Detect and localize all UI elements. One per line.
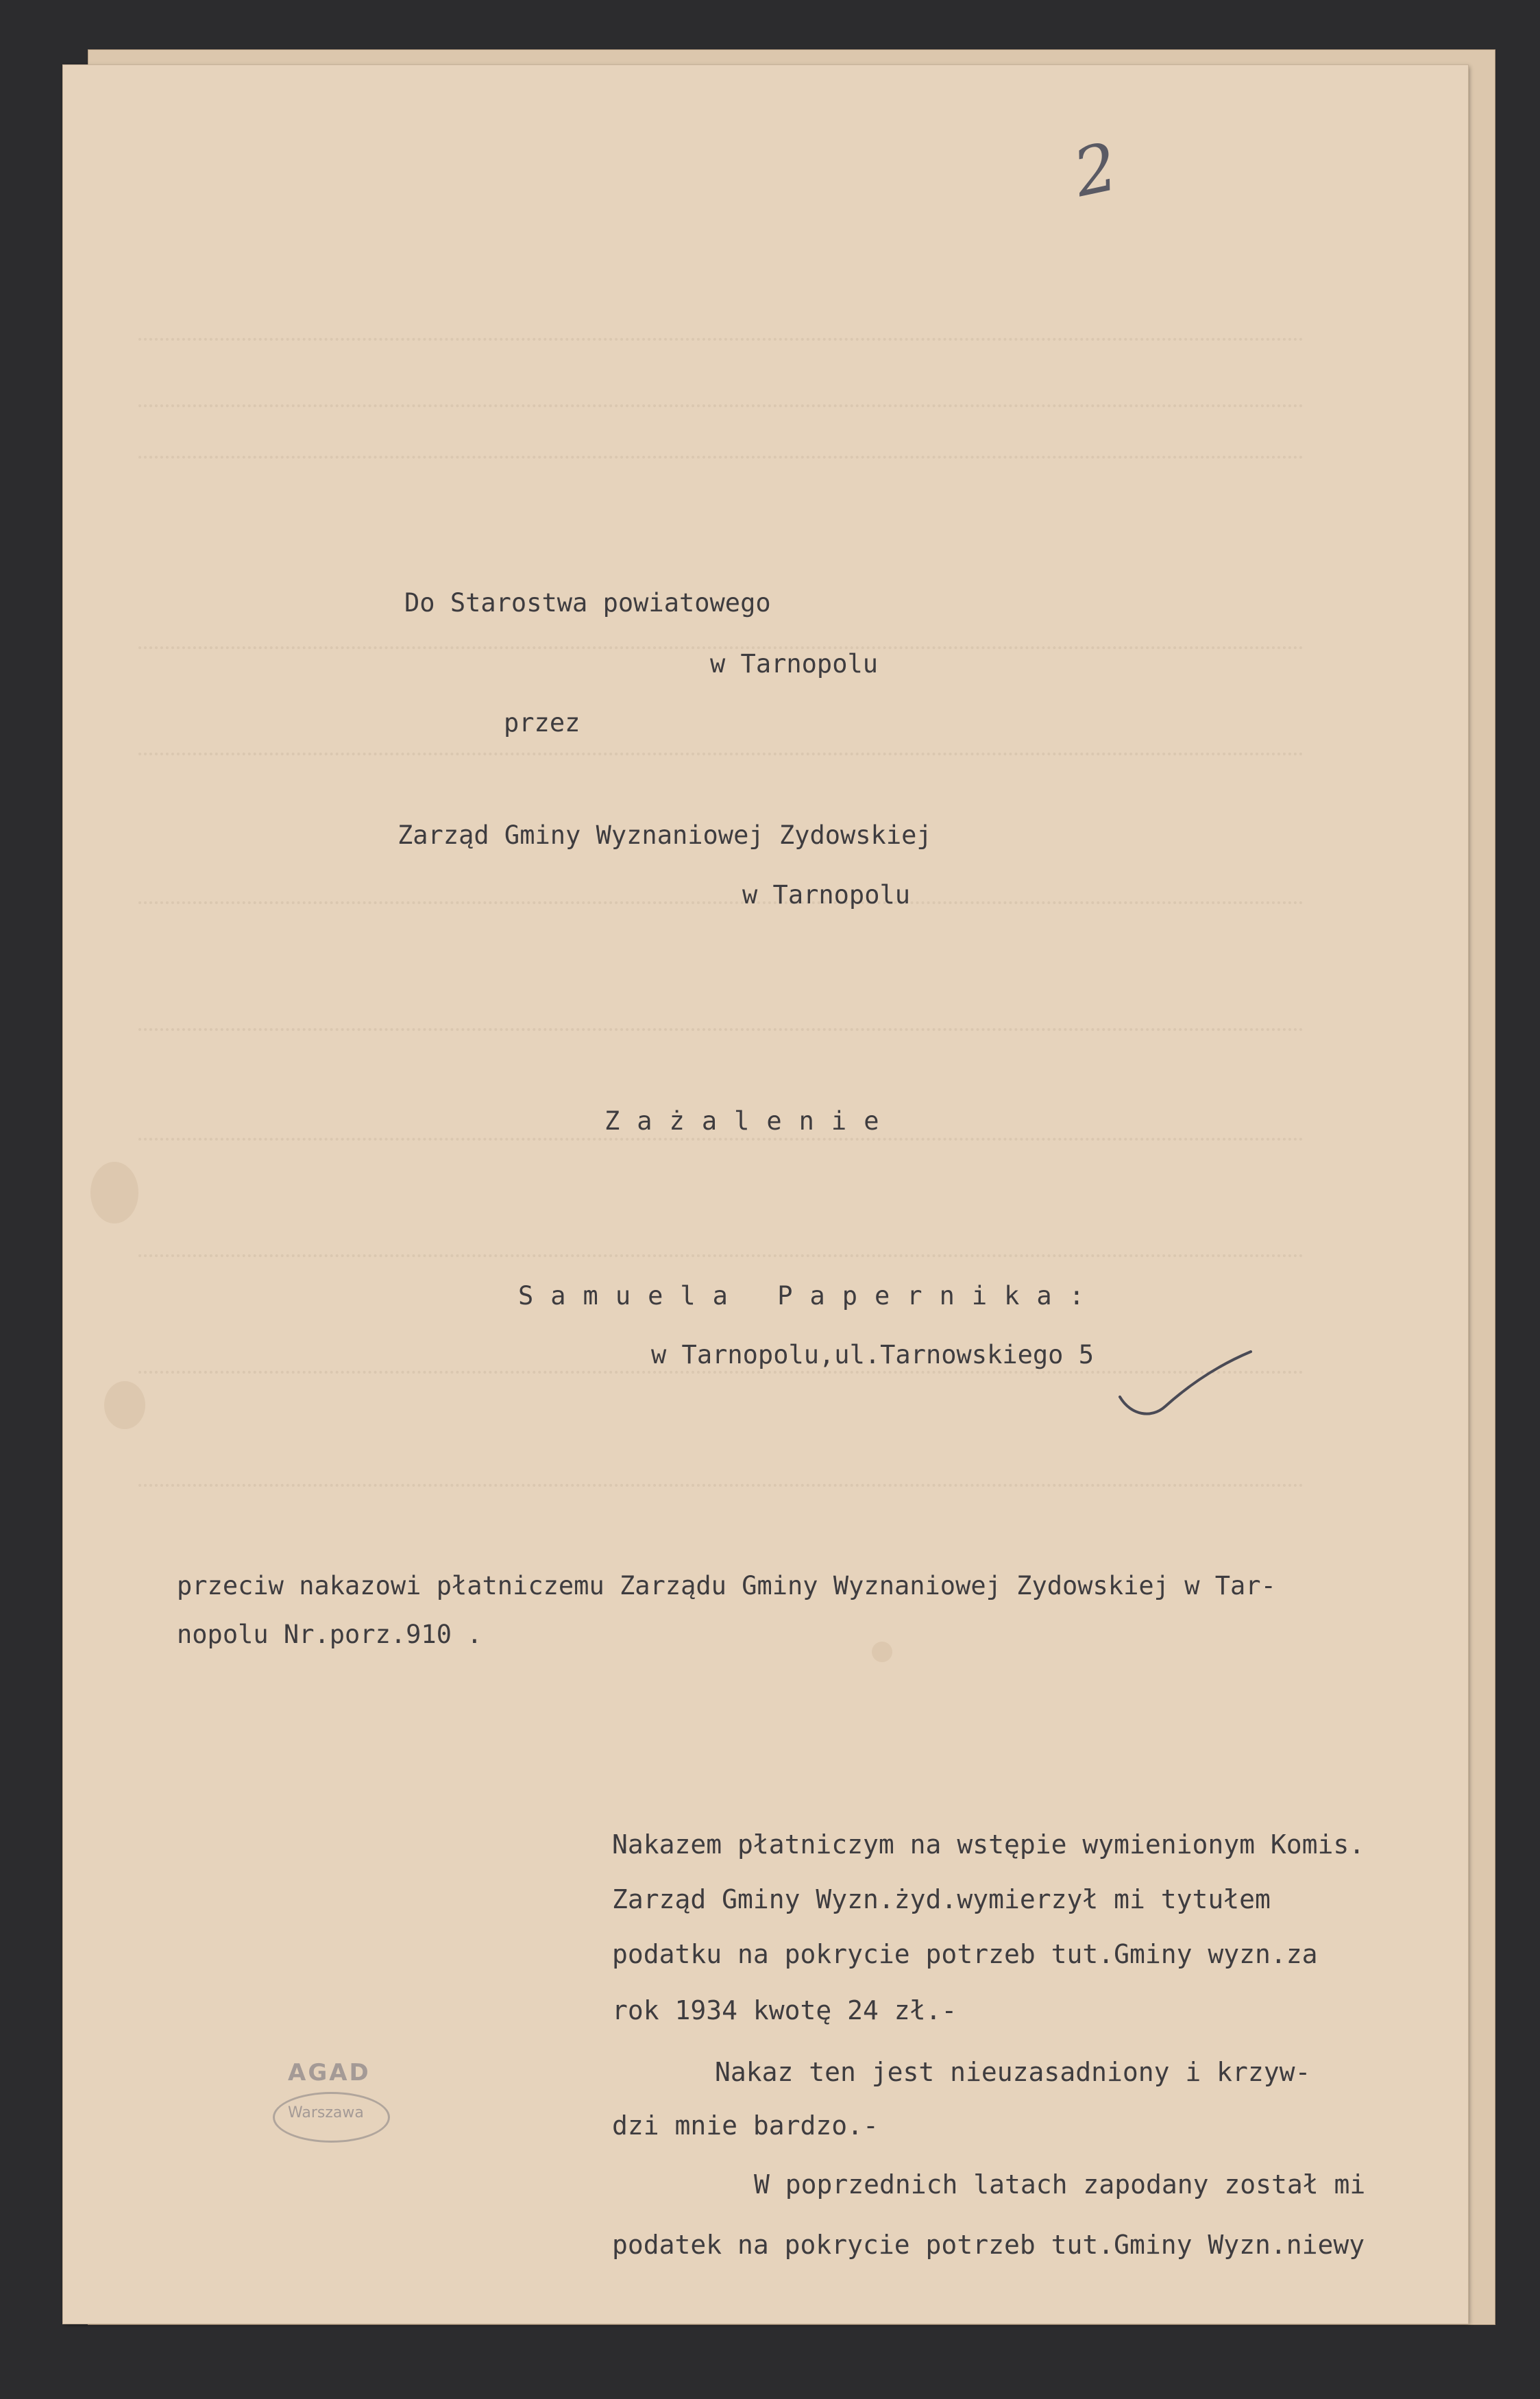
body-line: dzi mnie bardzo.- bbox=[612, 2110, 879, 2141]
paper-stain bbox=[872, 1642, 892, 1662]
bleed-through-line bbox=[138, 456, 1304, 465]
subject-line-1: przeciw nakazowi płatniczemu Zarządu Gminy Wyznaniowej Zydowskiej w Tar- bbox=[177, 1571, 1276, 1600]
recipient-line-4: w Tarnopolu bbox=[742, 880, 911, 910]
document-page bbox=[63, 65, 1468, 2324]
bleed-through-line bbox=[138, 404, 1304, 414]
paper-stain bbox=[104, 1381, 145, 1429]
recipient-line-2: w Tarnopolu bbox=[710, 649, 879, 679]
bleed-through-line bbox=[138, 1254, 1304, 1264]
paper-stain bbox=[90, 1162, 138, 1223]
bleed-through-line bbox=[138, 901, 1304, 911]
recipient-line-3: Zarząd Gminy Wyznaniowej Zydowskiej bbox=[398, 820, 932, 850]
subject-line-2: nopolu Nr.porz.910 . bbox=[177, 1620, 482, 1649]
archive-stamp-label: AGAD bbox=[288, 2059, 371, 2086]
sender-name: Samuela Papernika: bbox=[518, 1281, 1101, 1311]
bleed-through-line bbox=[138, 1138, 1304, 1147]
check-mark-icon bbox=[1110, 1350, 1254, 1433]
archive-stamp-city: Warszawa bbox=[288, 2104, 364, 2121]
document-title: Zażalenie bbox=[604, 1106, 896, 1136]
body-line: rok 1934 kwotę 24 zł.- bbox=[612, 1995, 957, 2025]
recipient-via: przez bbox=[504, 708, 580, 738]
body-line: podatek na pokrycie potrzeb tut.Gminy Wyzn.niewy bbox=[612, 2230, 1365, 2260]
recipient-line-1: Do Starostwa powiatowego bbox=[404, 588, 771, 618]
body-line: W poprzednich latach zapodany został mi bbox=[754, 2169, 1366, 2200]
bleed-through-line bbox=[138, 753, 1304, 762]
body-line: podatku na pokrycie potrzeb tut.Gminy wyzn.za bbox=[612, 1939, 1318, 1969]
body-line: Nakazem płatniczym na wstępie wymienionym Komis. bbox=[612, 1829, 1365, 1860]
body-line: Nakaz ten jest nieuzasadniony i krzyw- bbox=[715, 2057, 1311, 2087]
body-line: Zarząd Gminy Wyzn.żyd.wymierzył mi tytułem bbox=[612, 1884, 1271, 1914]
bleed-through-line bbox=[138, 1028, 1304, 1038]
page-number: 2 bbox=[1067, 127, 1125, 212]
bleed-through-line bbox=[138, 338, 1304, 348]
bleed-through-line bbox=[138, 1484, 1304, 1494]
sender-address: w Tarnopolu,ul.Tarnowskiego 5 bbox=[651, 1340, 1095, 1369]
